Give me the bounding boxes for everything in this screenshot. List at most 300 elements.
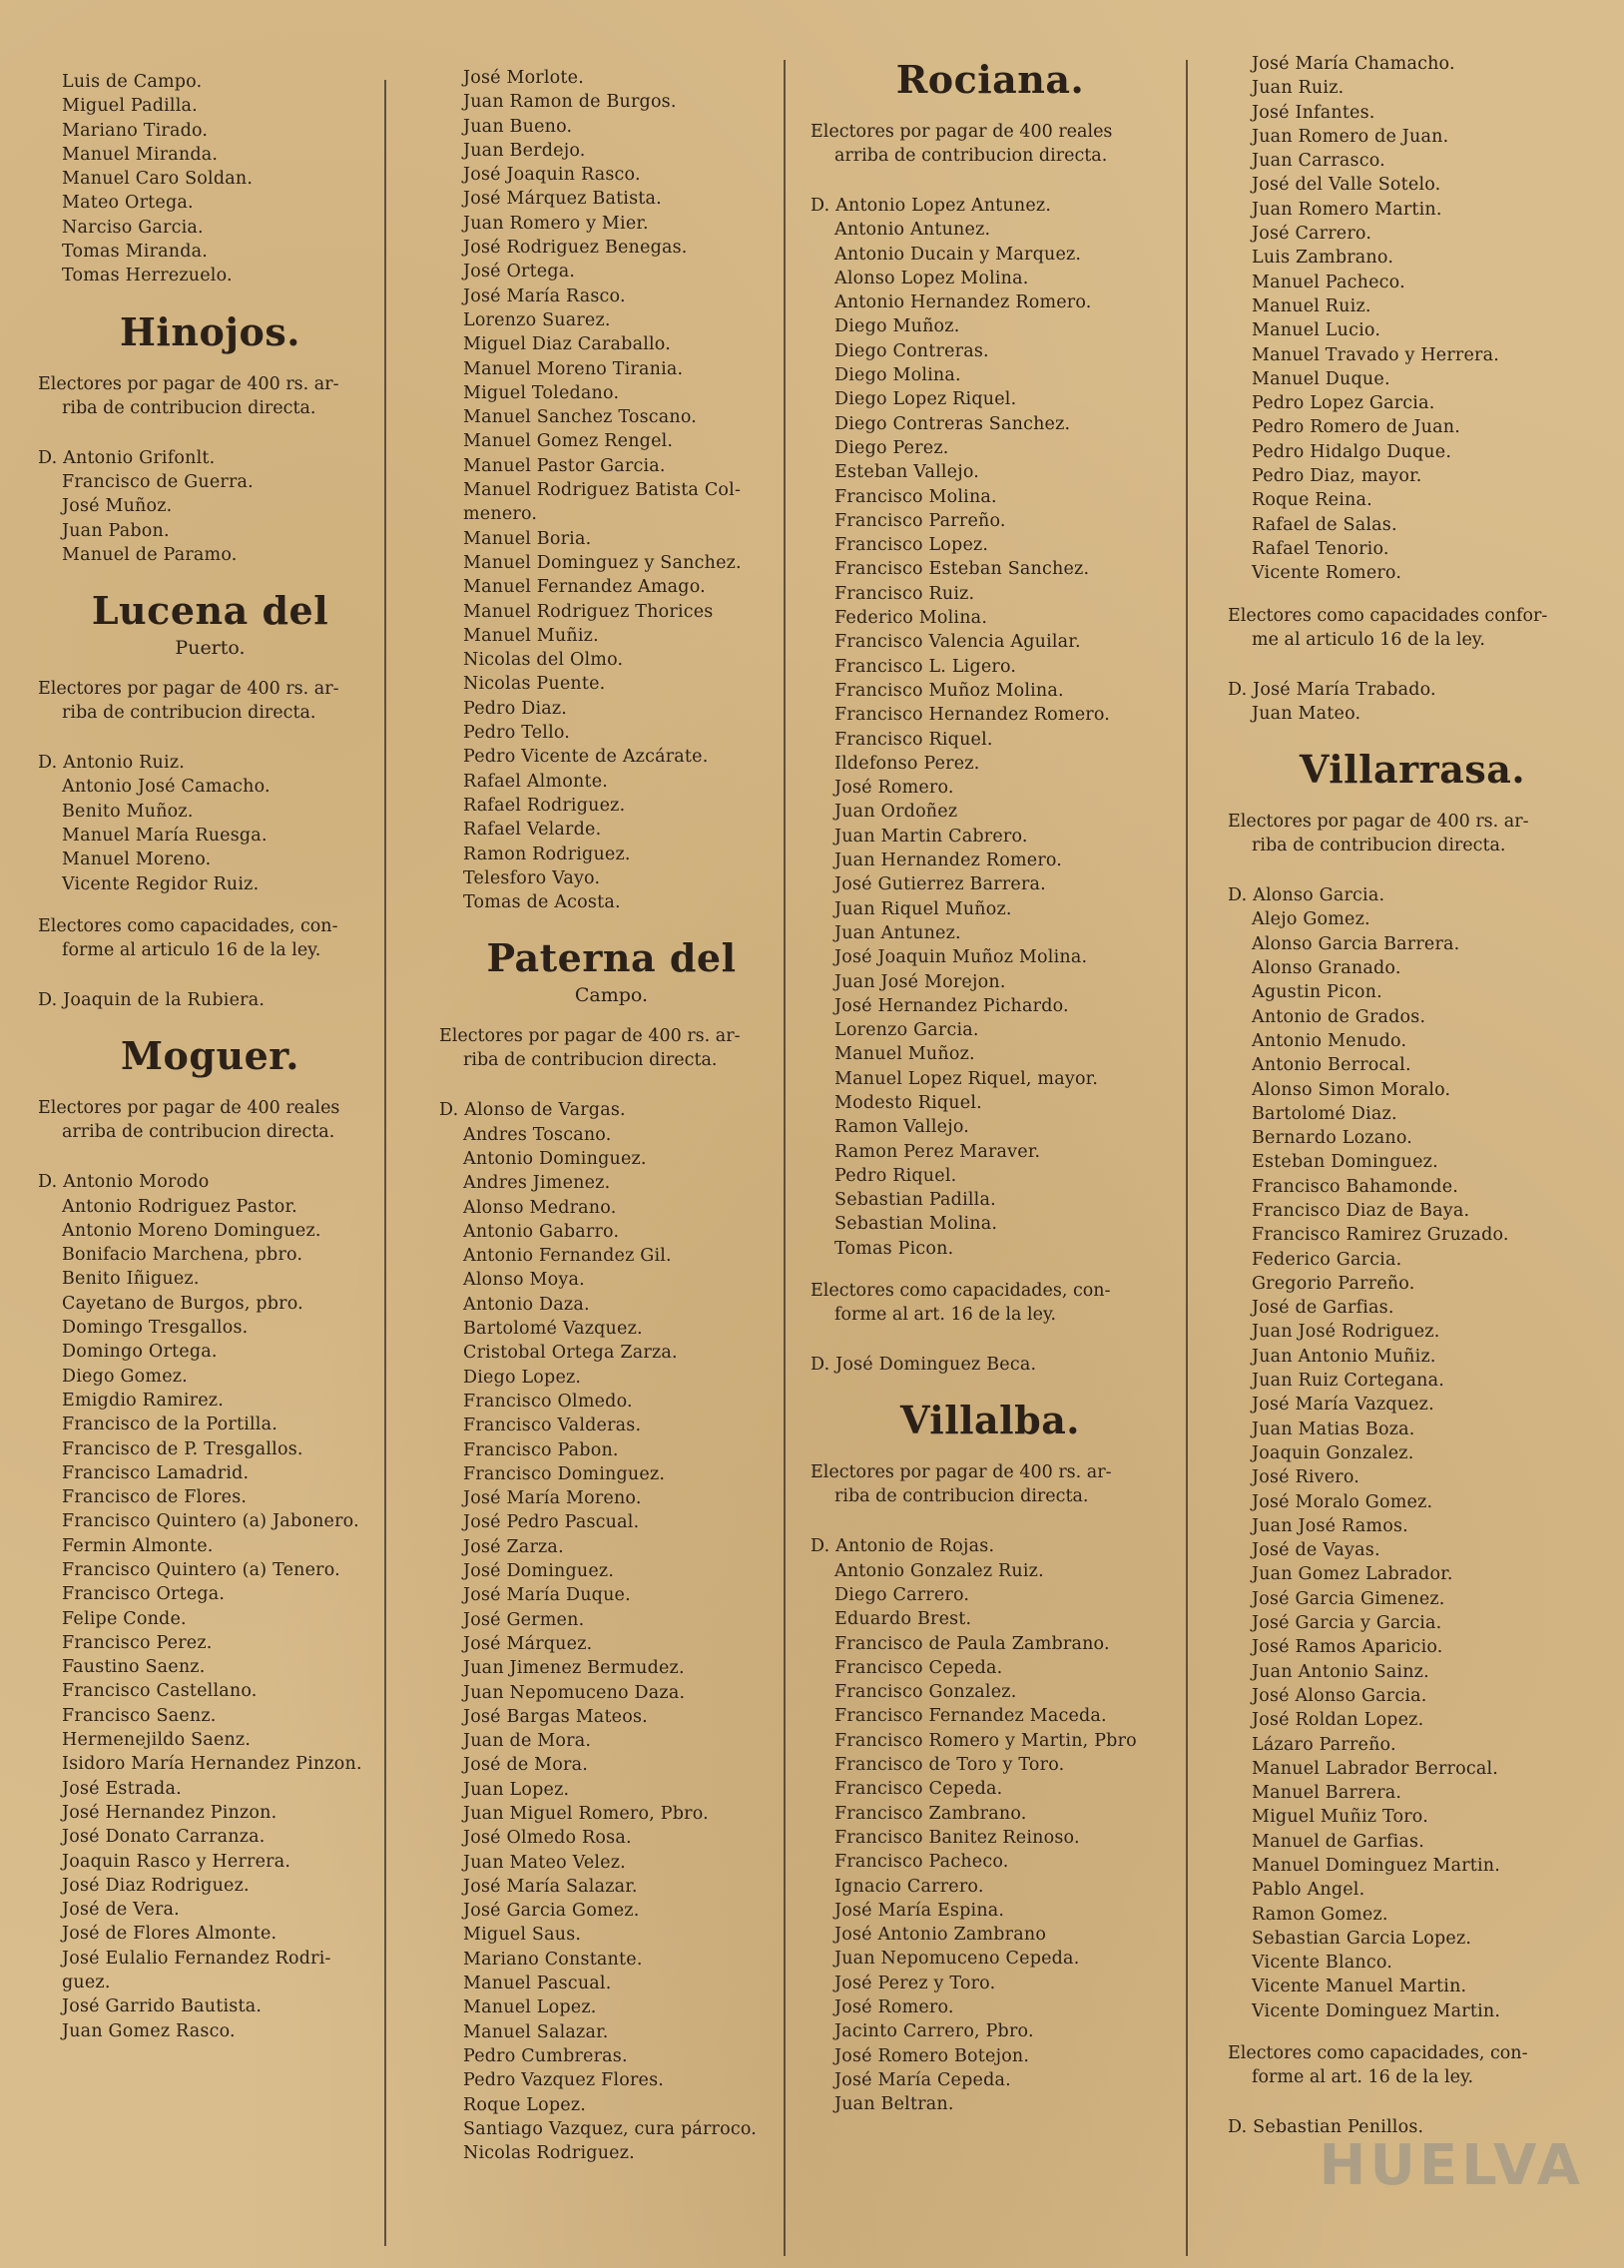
note-line: Electores como capacidades confor- [1228,605,1548,626]
elector-name: Francisco Muñoz Molina. [834,680,1064,701]
note-line: riba de contribucion directa. [62,703,316,724]
elector-name: José Márquez Batista. [463,189,662,210]
elector-name: Juan Miguel Romero, Pbro. [463,1804,709,1824]
name-list [38,751,382,896]
elector-name: José Muñoz. [62,496,173,517]
note-line: riba de contribucion directa. [463,1050,718,1071]
elector-name: Lorenzo Garcia. [834,1020,979,1041]
elector-name: Juan Romero y Mier. [463,213,649,234]
elector-name: Pedro Romero de Juan. [1252,417,1461,438]
elector-name: Juan Beltran. [834,2094,954,2115]
elector-name: Alonso Garcia Barrera. [1252,933,1460,954]
elector-name: Francisco Romero y Martin, Pbro [834,1730,1137,1751]
elector-name: Francisco de Toro y Toro. [834,1755,1065,1776]
name-list [1228,52,1597,586]
note-line: riba de contribucion directa. [62,397,316,418]
elector-name: Bernardo Lozano. [1252,1128,1413,1149]
column-4 [1228,52,1597,2139]
elector-name: Narciso Garcia. [62,217,204,238]
note-line: Electores por pagar de 400 rs. ar- [1228,812,1529,833]
elector-name: José María Rasco. [463,285,626,306]
elector-name: D. Joaquin de la Rubiera. [38,989,266,1010]
elector-name: Andres Jimenez. [463,1173,611,1194]
note-line: Electores como capacidades, con- [811,1281,1111,1302]
electors-note [439,1024,784,1072]
elector-name: José María Duque. [463,1585,631,1606]
elector-name: Isidoro María Hernandez Pinzon. [62,1754,362,1775]
elector-name: José Joaquin Rasco. [463,165,641,186]
elector-name: menero. [463,504,538,525]
elector-name: Francisco Saenz. [62,1705,217,1726]
elector-name: Francisco Molina. [834,486,997,507]
elector-name: Manuel Duque. [1252,368,1390,389]
elector-name: Francisco Parreño. [834,510,1006,531]
elector-name: Nicolas del Olmo. [463,650,624,671]
elector-name: Francisco Ruiz. [834,583,975,604]
elector-name: Esteban Dominguez. [1252,1152,1438,1173]
elector-name: Manuel Lopez Riquel, mayor. [834,1068,1099,1089]
elector-name: José de Mora. [463,1755,588,1776]
elector-name: Juan Romero Martin. [1252,199,1442,220]
elector-name: Fermin Almonte. [62,1535,214,1556]
electors-note [811,1460,1170,1508]
note-line: Electores por pagar de 400 reales [811,122,1113,142]
name-list [811,1353,1170,1377]
elector-name: Francisco de la Portilla. [62,1415,277,1435]
elector-name: Alonso Medrano. [463,1197,617,1218]
elector-name: Pedro Vicente de Azcárate. [463,747,709,768]
elector-name: Juan Ruiz Cortegana. [1252,1371,1444,1392]
elector-name: José Garcia Gimenez. [1252,1588,1445,1609]
elector-name: Manuel Boria. [463,528,592,549]
elector-name: Francisco Pabon. [463,1439,619,1460]
elector-name: Ignacio Carrero. [834,1876,984,1897]
elector-name: José Romero. [834,1997,954,2017]
section-title-villalba: Villalba. [899,1398,1081,1443]
elector-name: Francisco L. Ligero. [834,656,1017,677]
elector-name: Esteban Vallejo. [834,462,980,483]
elector-name: Luis Zambrano. [1252,248,1394,269]
elector-name: Faustino Saenz. [62,1657,206,1678]
elector-name: Joaquin Gonzalez. [1252,1442,1414,1463]
elector-name: Francisco Riquel. [834,729,993,750]
elector-name: José María Espina. [834,1900,1005,1921]
note-line: arriba de contribucion directa. [62,1122,335,1143]
elector-name: Bartolomé Vazquez. [463,1319,643,1340]
elector-name: Roque Reina. [1252,490,1372,511]
section-title-hinojos: Hinojos. [119,308,301,354]
elector-name: Francisco Diaz de Baya. [1252,1200,1470,1221]
elector-name: Francisco Cepeda. [834,1779,1003,1800]
elector-name: Federico Garcia. [1252,1249,1402,1270]
elector-name: D. Antonio Morodo [38,1172,210,1193]
capacity-note [38,914,382,962]
elector-name: Antonio Dominguez. [463,1148,647,1169]
elector-name: Miguel Padilla. [62,96,198,117]
elector-name: Antonio Berrocal. [1252,1055,1411,1076]
elector-name: Antonio José Camacho. [62,777,271,798]
note-line: Electores por pagar de 400 rs. ar- [38,679,339,700]
name-list [439,66,784,914]
elector-name: Vicente Blanco. [1252,1953,1393,1974]
elector-name: Federico Molina. [834,608,988,629]
elector-name: José Garcia y Garcia. [1252,1613,1442,1634]
elector-name: José Eulalio Fernandez Rodri- [62,1948,331,1969]
section-title-rociana: Rociana. [895,57,1085,102]
elector-name: Juan Berdejo. [463,140,586,161]
elector-name: Ramon Perez Maraver. [834,1141,1041,1162]
elector-name: Diego Contreras Sanchez. [834,413,1071,434]
elector-name: Cayetano de Burgos, pbro. [62,1293,303,1314]
name-list [811,194,1170,1261]
elector-name: Juan de Mora. [463,1731,592,1752]
elector-name: Tomas Miranda. [62,242,209,263]
elector-name: Rafael Almonte. [463,771,609,792]
elector-name: Antonio Moreno Dominguez. [62,1220,321,1241]
elector-name: Alonso Moya. [463,1270,585,1291]
elector-name: Diego Gomez. [62,1366,188,1387]
section-title-villarrasa: Villarrasa. [1299,747,1526,793]
note-line: riba de contribucion directa. [834,1486,1089,1507]
elector-name: José Estrada. [62,1778,182,1799]
elector-name: Agustin Picon. [1252,982,1382,1003]
elector-name: José Donato Carranza. [62,1827,266,1848]
elector-name: Rafael Velarde. [463,820,602,841]
elector-name: Francisco Valencia Aguilar. [834,632,1081,653]
elector-name: José Rivero. [1252,1467,1360,1488]
note-line: forme al art. 16 de la ley. [834,1305,1057,1326]
elector-name: Alonso Granado. [1252,958,1401,979]
elector-name: Juan Lopez. [463,1779,570,1800]
elector-name: Bonifacio Marchena, pbro. [62,1245,303,1266]
elector-name: Antonio Fernandez Gil. [463,1246,672,1267]
elector-name: Manuel Ruiz. [1252,295,1371,316]
elector-name: Antonio de Grados. [1252,1006,1426,1027]
elector-name: Juan Bueno. [463,116,573,137]
elector-name: Manuel Dominguez y Sanchez. [463,552,742,573]
elector-name: Manuel Dominguez Martin. [1252,1856,1501,1876]
elector-name: Juan Matias Boza. [1252,1418,1415,1439]
elector-name: Gregorio Parreño. [1252,1273,1415,1294]
elector-name: Manuel Sanchez Toscano. [463,407,698,428]
elector-name: Francisco de Guerra. [62,471,254,492]
name-list [38,988,382,1012]
note-line: Electores por pagar de 400 rs. ar- [439,1026,741,1047]
note-line: Electores por pagar de 400 rs. ar- [811,1462,1112,1483]
elector-name: José Hernandez Pichardo. [834,995,1069,1016]
elector-name: Sebastian Garcia Lopez. [1252,1928,1472,1949]
elector-name: José María Chamacho. [1252,54,1455,74]
elector-name: Juan José Morejon. [834,971,1006,992]
name-list [38,70,382,288]
elector-name: José de Flores Almonte. [62,1924,277,1945]
elector-name: Ramon Rodriguez. [463,844,631,864]
elector-name: José María Vazquez. [1252,1395,1434,1416]
note-line: arriba de contribucion directa. [834,146,1108,166]
elector-name: Miguel Muñiz Toro. [1252,1807,1428,1828]
elector-name: Miguel Saus. [463,1925,582,1946]
elector-name: Francisco Bahamonde. [1252,1176,1459,1197]
elector-name: D. Antonio Lopez Antunez. [811,196,1052,216]
elector-name: Francisco Quintero (a) Tenero. [62,1559,340,1580]
elector-name: Francisco Valderas. [463,1416,642,1436]
elector-name: Manuel Travado y Herrera. [1252,344,1500,365]
elector-name: Francisco Fernandez Maceda. [834,1706,1107,1727]
elector-name: Francisco Lamadrid. [62,1462,250,1483]
elector-name: Antonio Antunez. [834,220,991,241]
elector-name: José Antonio Zambrano [834,1925,1047,1946]
elector-name: Cristobal Ortega Zarza. [463,1343,678,1364]
elector-name: José Rodriguez Benegas. [463,238,688,259]
elector-name: Manuel Lopez. [463,1997,597,2018]
elector-name: José Morlote. [463,68,584,88]
elector-name: Roque Lopez. [463,2094,587,2115]
elector-name: José Infantes. [1252,102,1375,123]
elector-name: Manuel Labrador Berrocal. [1252,1758,1499,1779]
capacity-note [811,1279,1170,1327]
elector-name: Nicolas Puente. [463,674,606,695]
elector-name: D. Antonio Ruiz. [38,753,186,774]
elector-name: Juan Nepomuceno Cepeda. [834,1949,1080,1970]
capacity-note [1228,2041,1597,2089]
elector-name: Pedro Diaz. [463,698,568,719]
elector-name: Pedro Tello. [463,723,571,744]
elector-name: D. Sebastian Penillos. [1228,2117,1424,2138]
elector-name: Antonio Gonzalez Ruiz. [834,1560,1044,1581]
elector-name: Pedro Lopez Garcia. [1252,393,1435,414]
elector-name: José Joaquin Muñoz Molina. [834,947,1088,968]
elector-name: Sebastian Padilla. [834,1190,996,1211]
elector-name: Manuel Fernandez Amago. [463,577,706,598]
elector-name: Bartolomé Diaz. [1252,1103,1397,1124]
note-line: Electores como capacidades, con- [38,915,338,936]
column-2 [439,66,784,2165]
elector-name: José Romero Botejon. [834,2045,1030,2066]
elector-name: Pedro Diaz, mayor. [1252,466,1422,487]
elector-name: Juan Jimenez Bermudez. [463,1658,685,1679]
elector-name: José de Vayas. [1252,1540,1380,1561]
elector-name: José Roldan Lopez. [1252,1710,1424,1731]
elector-name: Lorenzo Suarez. [463,309,611,330]
elector-name: Manuel Lucio. [1252,320,1381,341]
elector-name: José Diaz Rodriguez. [62,1875,250,1896]
section-title-moguer: Moguer. [120,1033,300,1079]
elector-name: Juan Mateo. [1252,703,1361,724]
elector-name: Antonio Gabarro. [463,1221,620,1242]
elector-name: Juan Carrasco. [1252,151,1385,172]
elector-name: Benito Iñiguez. [62,1269,200,1290]
elector-name: Manuel de Garfias. [1252,1831,1424,1852]
elector-name: Francisco Pacheco. [834,1852,1009,1873]
elector-name: José Márquez. [463,1633,593,1654]
elector-name: Miguel Diaz Caraballo. [463,334,671,355]
elector-name: Manuel Pastor Garcia. [463,455,666,476]
elector-name: José Olmedo Rosa. [463,1828,632,1849]
elector-name: Francisco de Flores. [62,1487,248,1508]
elector-name: D. José María Trabado. [1228,679,1436,700]
elector-name: Rafael de Salas. [1252,514,1397,535]
elector-name: José Zarza. [463,1536,564,1557]
note-line: Electores por pagar de 400 rs. ar- [38,373,339,394]
elector-name: Vicente Manuel Martin. [1252,1977,1467,1997]
elector-name: Tomas de Acosta. [463,892,621,913]
elector-name: Francisco Esteban Sanchez. [834,559,1090,580]
elector-name: Diego Molina. [834,365,961,386]
elector-name: José del Valle Sotelo. [1252,175,1441,196]
elector-name: Pedro Riquel. [834,1165,957,1186]
elector-name: Ramon Gomez. [1252,1904,1388,1925]
elector-name: José María Moreno. [463,1488,642,1509]
elector-name: Ildefonso Perez. [834,753,980,774]
electors-note [811,120,1170,168]
note-line: riba de contribucion directa. [1252,836,1506,856]
elector-name: Mariano Tirado. [62,120,209,141]
elector-name: Alejo Gomez. [1252,909,1370,930]
elector-name: Domingo Ortega. [62,1342,218,1363]
elector-name: José de Vera. [62,1900,180,1921]
elector-name: Juan Gomez Rasco. [62,2020,236,2041]
elector-name: Francisco Hernandez Romero. [834,705,1111,726]
elector-name: Emigdio Ramirez. [62,1390,224,1411]
elector-name: Ramon Vallejo. [834,1117,970,1138]
elector-name: Manuel Caro Soldan. [62,169,254,190]
elector-name: Francisco Ortega. [62,1584,226,1605]
note-line: me al articulo 16 de la ley. [1252,629,1485,650]
note-line: Electores por pagar de 400 reales [38,1098,340,1119]
elector-name: Francisco de P. Tresgallos. [62,1438,303,1459]
elector-name: Antonio Menudo. [1252,1030,1407,1051]
name-list [38,1170,382,2043]
elector-name: José Perez y Toro. [834,1973,996,1993]
elector-name: José Garcia Gomez. [463,1901,640,1922]
elector-name: José Moralo Gomez. [1252,1491,1433,1512]
elector-name: Juan Martin Cabrero. [834,826,1028,847]
elector-name: José Gutierrez Barrera. [834,874,1046,895]
elector-name: Antonio Hernandez Romero. [834,292,1092,313]
name-list [38,446,382,567]
elector-name: Diego Contreras. [834,340,989,361]
elector-name: José Alonso Garcia. [1252,1685,1427,1706]
elector-name: Felipe Conde. [62,1608,187,1629]
elector-name: Antonio Rodriguez Pastor. [62,1196,297,1217]
elector-name: Modesto Riquel. [834,1092,982,1113]
elector-name: Francisco Perez. [62,1632,213,1653]
name-list [439,1098,784,2165]
elector-name: Hermenejildo Saenz. [62,1730,252,1751]
elector-name: Manuel Salazar. [463,2021,609,2042]
elector-name: José María Cepeda. [834,2069,1011,2090]
note-line: Electores como capacidades, con- [1228,2043,1528,2064]
elector-name: Pedro Cumbreras. [463,2045,628,2066]
column-rule [384,80,386,2246]
elector-name: Vicente Regidor Ruiz. [62,873,260,894]
electors-note [38,372,382,420]
elector-name: Diego Perez. [834,437,949,458]
elector-name: Vicente Dominguez Martin. [1252,2000,1501,2021]
elector-name: Domingo Tresgallos. [62,1318,249,1339]
elector-name: D. José Dominguez Beca. [811,1355,1037,1376]
elector-name: Juan Riquel Muñoz. [834,898,1012,919]
electors-note [38,677,382,725]
elector-name: D. Antonio de Rojas. [811,1536,995,1557]
elector-name: Benito Muñoz. [62,801,194,822]
elector-name: Manuel de Paramo. [62,544,238,565]
note-line: forme al art. 16 de la ley. [1252,2067,1474,2088]
elector-name: José Ramos Aparicio. [1252,1637,1443,1658]
elector-name: José Bargas Mateos. [463,1706,648,1727]
elector-name: José de Garfias. [1252,1298,1394,1319]
elector-name: Manuel Rodriguez Batista Col- [463,480,742,501]
elector-name: guez. [62,1973,111,1993]
elector-name: Francisco de Paula Zambrano. [834,1633,1110,1654]
elector-name: Francisco Ramirez Gruzado. [1252,1225,1509,1246]
elector-name: Manuel Moreno Tirania. [463,358,684,379]
elector-name: Francisco Banitez Reinoso. [834,1827,1080,1848]
elector-name: Tomas Picon. [834,1238,954,1259]
elector-name: Manuel Gomez Rengel. [463,431,674,452]
column-rule [1186,60,1188,2256]
section-subtitle: Puerto. [175,637,246,660]
elector-name: Mateo Ortega. [62,193,194,214]
elector-name: Juan Hernandez Romero. [834,850,1063,871]
note-line: forme al articulo 16 de la ley. [62,939,321,960]
elector-name: D. Alonso Garcia. [1228,885,1385,906]
elector-name: Juan Ruiz. [1252,78,1345,99]
elector-name: José Garrido Bautista. [62,1996,263,2017]
elector-name: Antonio Daza. [463,1294,590,1315]
elector-name: José Carrero. [1252,224,1372,245]
elector-name: Lázaro Parreño. [1252,1734,1396,1755]
elector-name: Manuel Moreno. [62,850,212,870]
elector-name: Diego Lopez. [463,1367,582,1388]
elector-name: José Dominguez. [463,1561,615,1582]
elector-name: Juan Romero de Juan. [1252,126,1449,147]
elector-name: Manuel Rodriguez Thorices [463,601,714,622]
section-subtitle: Campo. [574,984,649,1007]
elector-name: Rafael Rodriguez. [463,795,626,816]
elector-name: Diego Lopez Riquel. [834,389,1017,410]
elector-name: Pablo Angel. [1252,1880,1365,1901]
elector-name: Juan Mateo Velez. [463,1852,626,1873]
elector-name: Manuel María Ruesga. [62,826,268,847]
elector-name: Jacinto Carrero, Pbro. [834,2021,1034,2042]
section-title-lucena: Lucena del [91,588,329,634]
elector-name: Juan Antonio Sainz. [1252,1661,1429,1682]
elector-name: Eduardo Brest. [834,1609,972,1630]
elector-name: José Hernandez Pinzon. [62,1802,277,1823]
elector-name: José Pedro Pascual. [463,1512,640,1533]
elector-name: Santiago Vazquez, cura párroco. [463,2118,758,2139]
column-rule [784,60,786,2256]
elector-name: Manuel Pacheco. [1252,272,1405,292]
elector-name: Francisco Quintero (a) Jabonero. [62,1511,359,1532]
elector-name: José Germen. [463,1609,585,1630]
elector-name: Antonio Ducain y Marquez. [834,244,1082,265]
name-list [1228,678,1597,727]
elector-name: Juan Antonio Muñiz. [1252,1346,1436,1367]
elector-name: Alonso Simon Moralo. [1252,1079,1451,1100]
elector-name: Juan Gomez Labrador. [1252,1564,1453,1585]
elector-name: Manuel Barrera. [1252,1783,1402,1804]
elector-name: D. Antonio Grifonlt. [38,447,216,468]
elector-name: Pedro Vazquez Flores. [463,2070,665,2091]
elector-name: Francisco Zambrano. [834,1803,1027,1824]
section-title-paterna: Paterna del [486,935,737,981]
elector-name: Juan Pabon. [62,520,170,541]
elector-name: Mariano Constante. [463,1949,643,1970]
elector-name: Andres Toscano. [463,1124,612,1145]
elector-name: Manuel Muñiz. [463,625,599,646]
